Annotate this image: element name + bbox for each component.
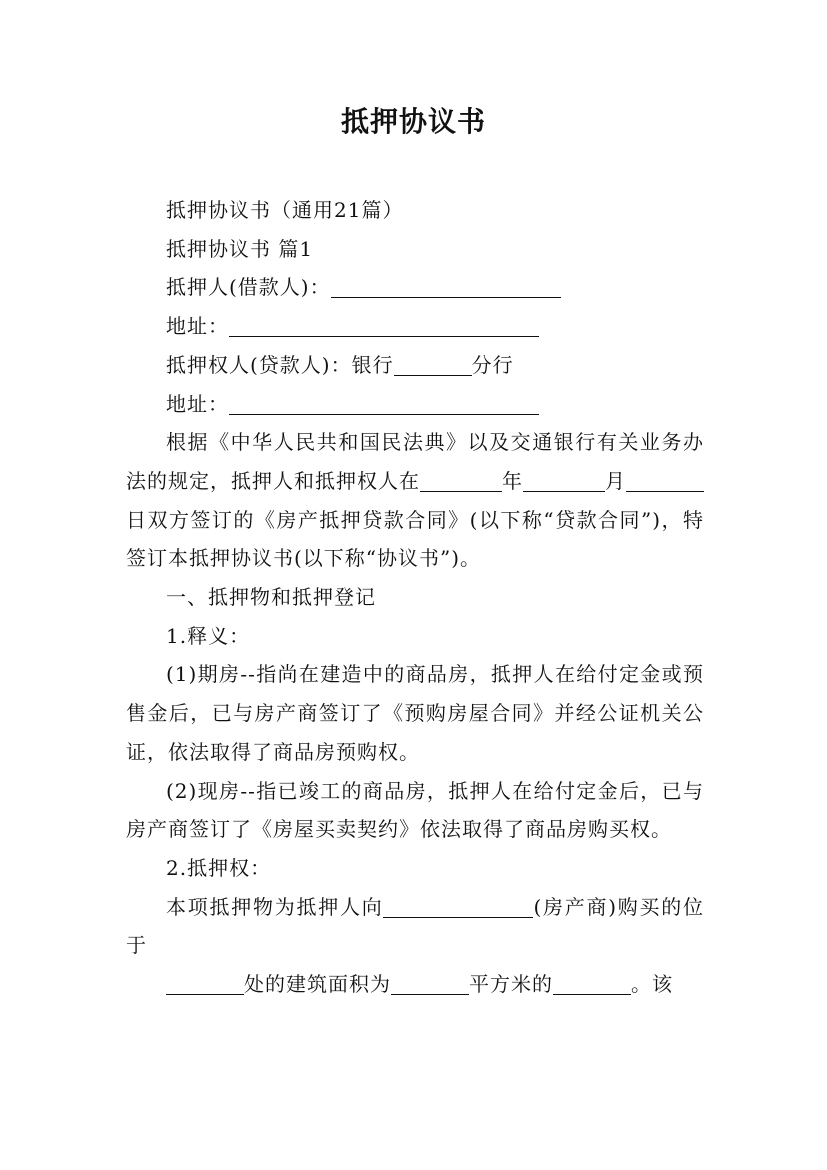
paragraph-existing-house <box>126 772 704 849</box>
year-label: 年 <box>502 468 523 493</box>
paragraph-mortgagee <box>126 346 704 385</box>
developer-blank <box>383 897 533 918</box>
property-type-blank <box>553 974 631 995</box>
mortgagee-address-blank <box>229 394 539 415</box>
section-heading-text: 抵押协议书 篇1 <box>166 236 314 261</box>
mortgagor-address-label: 地址： <box>166 314 229 339</box>
paragraph-future-house <box>126 655 704 771</box>
month-blank <box>523 471 605 492</box>
paragraph-preamble <box>126 423 704 578</box>
mortgage-right-text: 2.抵押权： <box>166 855 272 880</box>
month-label: 月 <box>605 468 626 493</box>
paragraph-location <box>126 965 704 1004</box>
collateral-text-a: 本项抵押物为抵押人向 <box>166 894 384 919</box>
year-blank <box>420 471 502 492</box>
collateral-text-b: (房产商)购买的位于 <box>126 894 705 958</box>
area-blank <box>391 974 469 995</box>
mortgagor-label: 抵押人(借款人)： <box>166 275 331 300</box>
day-blank <box>626 471 704 492</box>
preamble-text-b: 日双方签订的《房产抵押贷款合同》(以下称“贷款合同”)，特签订本抵押协议书(以下称“协议书”)。 <box>126 507 704 571</box>
mortgagee-suffix: 分行 <box>471 352 514 377</box>
paragraph-collateral <box>126 888 704 965</box>
paragraph-mortgage-right <box>126 849 704 888</box>
location-text-b: 平方米的 <box>469 972 553 997</box>
bank-branch-blank <box>394 355 472 376</box>
document-body <box>126 191 704 1004</box>
paragraph-heading-one <box>126 578 704 617</box>
location-text-c: 。该 <box>631 972 673 997</box>
paragraph-definitions <box>126 617 704 656</box>
paragraph-mortgagor <box>126 268 704 307</box>
location-blank <box>166 974 244 995</box>
location-text-a: 处的建筑面积为 <box>244 972 391 997</box>
preamble-text-a: 根据《中华人民共和国民法典》以及交通银行有关业务办法的规定，抵押人和抵押权人在 <box>126 430 704 493</box>
mortgagee-address-label: 地址： <box>166 391 229 416</box>
mortgagor-address-blank <box>229 316 539 337</box>
mortgagor-blank <box>331 277 561 298</box>
existing-house-text: (2)现房--指已竣工的商品房，抵押人在给付定金后，已与房产商签订了《房屋买卖契约》依法取得了商品房购买权。 <box>126 778 704 842</box>
paragraph-mortgagor-address <box>126 307 704 346</box>
future-house-text: (1)期房--指尚在建造中的商品房，抵押人在给付定金或预售金后，已与房产商签订了《预购房屋合同》并经公证机关公证，依法取得了商品房预购权。 <box>126 662 704 764</box>
subtitle-text: 抵押协议书（通用21篇） <box>166 198 404 222</box>
paragraph-subtitle <box>126 191 704 230</box>
mortgagee-label: 抵押权人(贷款人)：银行 <box>166 352 394 377</box>
document-title: 抵押协议书 <box>340 105 486 138</box>
paragraph-section-heading <box>126 230 704 269</box>
definitions-text: 1.释义： <box>166 623 251 648</box>
paragraph-mortgagee-address <box>126 385 704 424</box>
heading-one-text: 一、抵押物和抵押登记 <box>166 585 376 610</box>
